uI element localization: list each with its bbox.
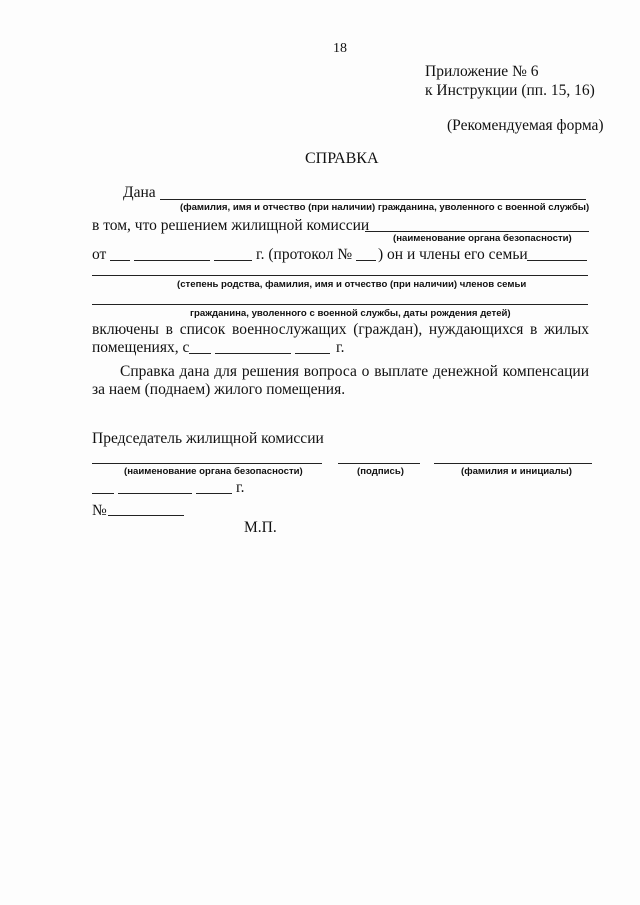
included-day-blank (189, 353, 211, 354)
purpose-line-1: Справка дана для решения вопроса о выплате денежной компенсации (120, 363, 589, 380)
chairman-title: Председатель жилищной комиссии (92, 430, 324, 447)
number-label: № (92, 502, 107, 519)
included-line-1: включены в список военнослужащих (граждан), нуждающихся в жилых (92, 321, 589, 338)
chairman-name-hint: (фамилия и инициалы) (461, 466, 572, 477)
family-line-1 (92, 275, 588, 276)
form-note: (Рекомендуемая форма) (447, 117, 604, 134)
day-blank (110, 260, 130, 261)
date-from-label: от (92, 246, 107, 263)
family-hint-1: (степень родства, фамилия, имя и отчество (при наличии) членов семьи (177, 279, 527, 290)
protocol-label: г. (протокол № (256, 246, 353, 263)
sign-year-suffix: г. (236, 479, 245, 496)
purpose-line-2: за наем (поднаем) жилого помещения. (92, 381, 346, 398)
seal-label: М.П. (244, 519, 277, 536)
decision-text: в том, что решением жилищной комиссии (92, 217, 370, 234)
decision-org-line (365, 231, 589, 232)
month-blank (134, 260, 210, 261)
given-label: Дана (123, 184, 156, 201)
chairman-org-hint: (наименование органа безопасности) (124, 466, 303, 477)
sign-day-blank (92, 493, 114, 494)
included-line-2: помещениях, с (92, 339, 190, 356)
included-year-blank (295, 353, 330, 354)
given-name-line (160, 199, 586, 200)
sign-month-blank (118, 493, 192, 494)
included-month-blank (215, 353, 291, 354)
family-intro: ) он и члены его семьи (378, 246, 528, 263)
year-blank (214, 260, 252, 261)
family-line-2 (92, 304, 588, 305)
chairman-name-line (434, 463, 592, 464)
appendix-label: Приложение № 6 (425, 63, 539, 80)
decision-hint: (наименование органа безопасности) (393, 233, 572, 244)
sign-year-blank (196, 493, 232, 494)
page-title: СПРАВКА (305, 150, 379, 167)
protocol-number-blank (356, 260, 376, 261)
instruction-ref: к Инструкции (пп. 15, 16) (425, 82, 595, 99)
given-hint: (фамилия, имя и отчество (при наличии) гражданина, уволенного с военной службы) (180, 202, 590, 213)
family-hint-2: гражданина, уволенного с военной службы, даты рождения детей) (190, 308, 511, 319)
family-blank-end (527, 260, 587, 261)
chairman-sign-line (338, 463, 420, 464)
chairman-org-line (92, 463, 322, 464)
included-year-suffix: г. (336, 339, 345, 356)
chairman-sign-hint: (подпись) (357, 466, 404, 477)
page-number: 18 (333, 41, 347, 56)
number-blank (108, 515, 184, 516)
